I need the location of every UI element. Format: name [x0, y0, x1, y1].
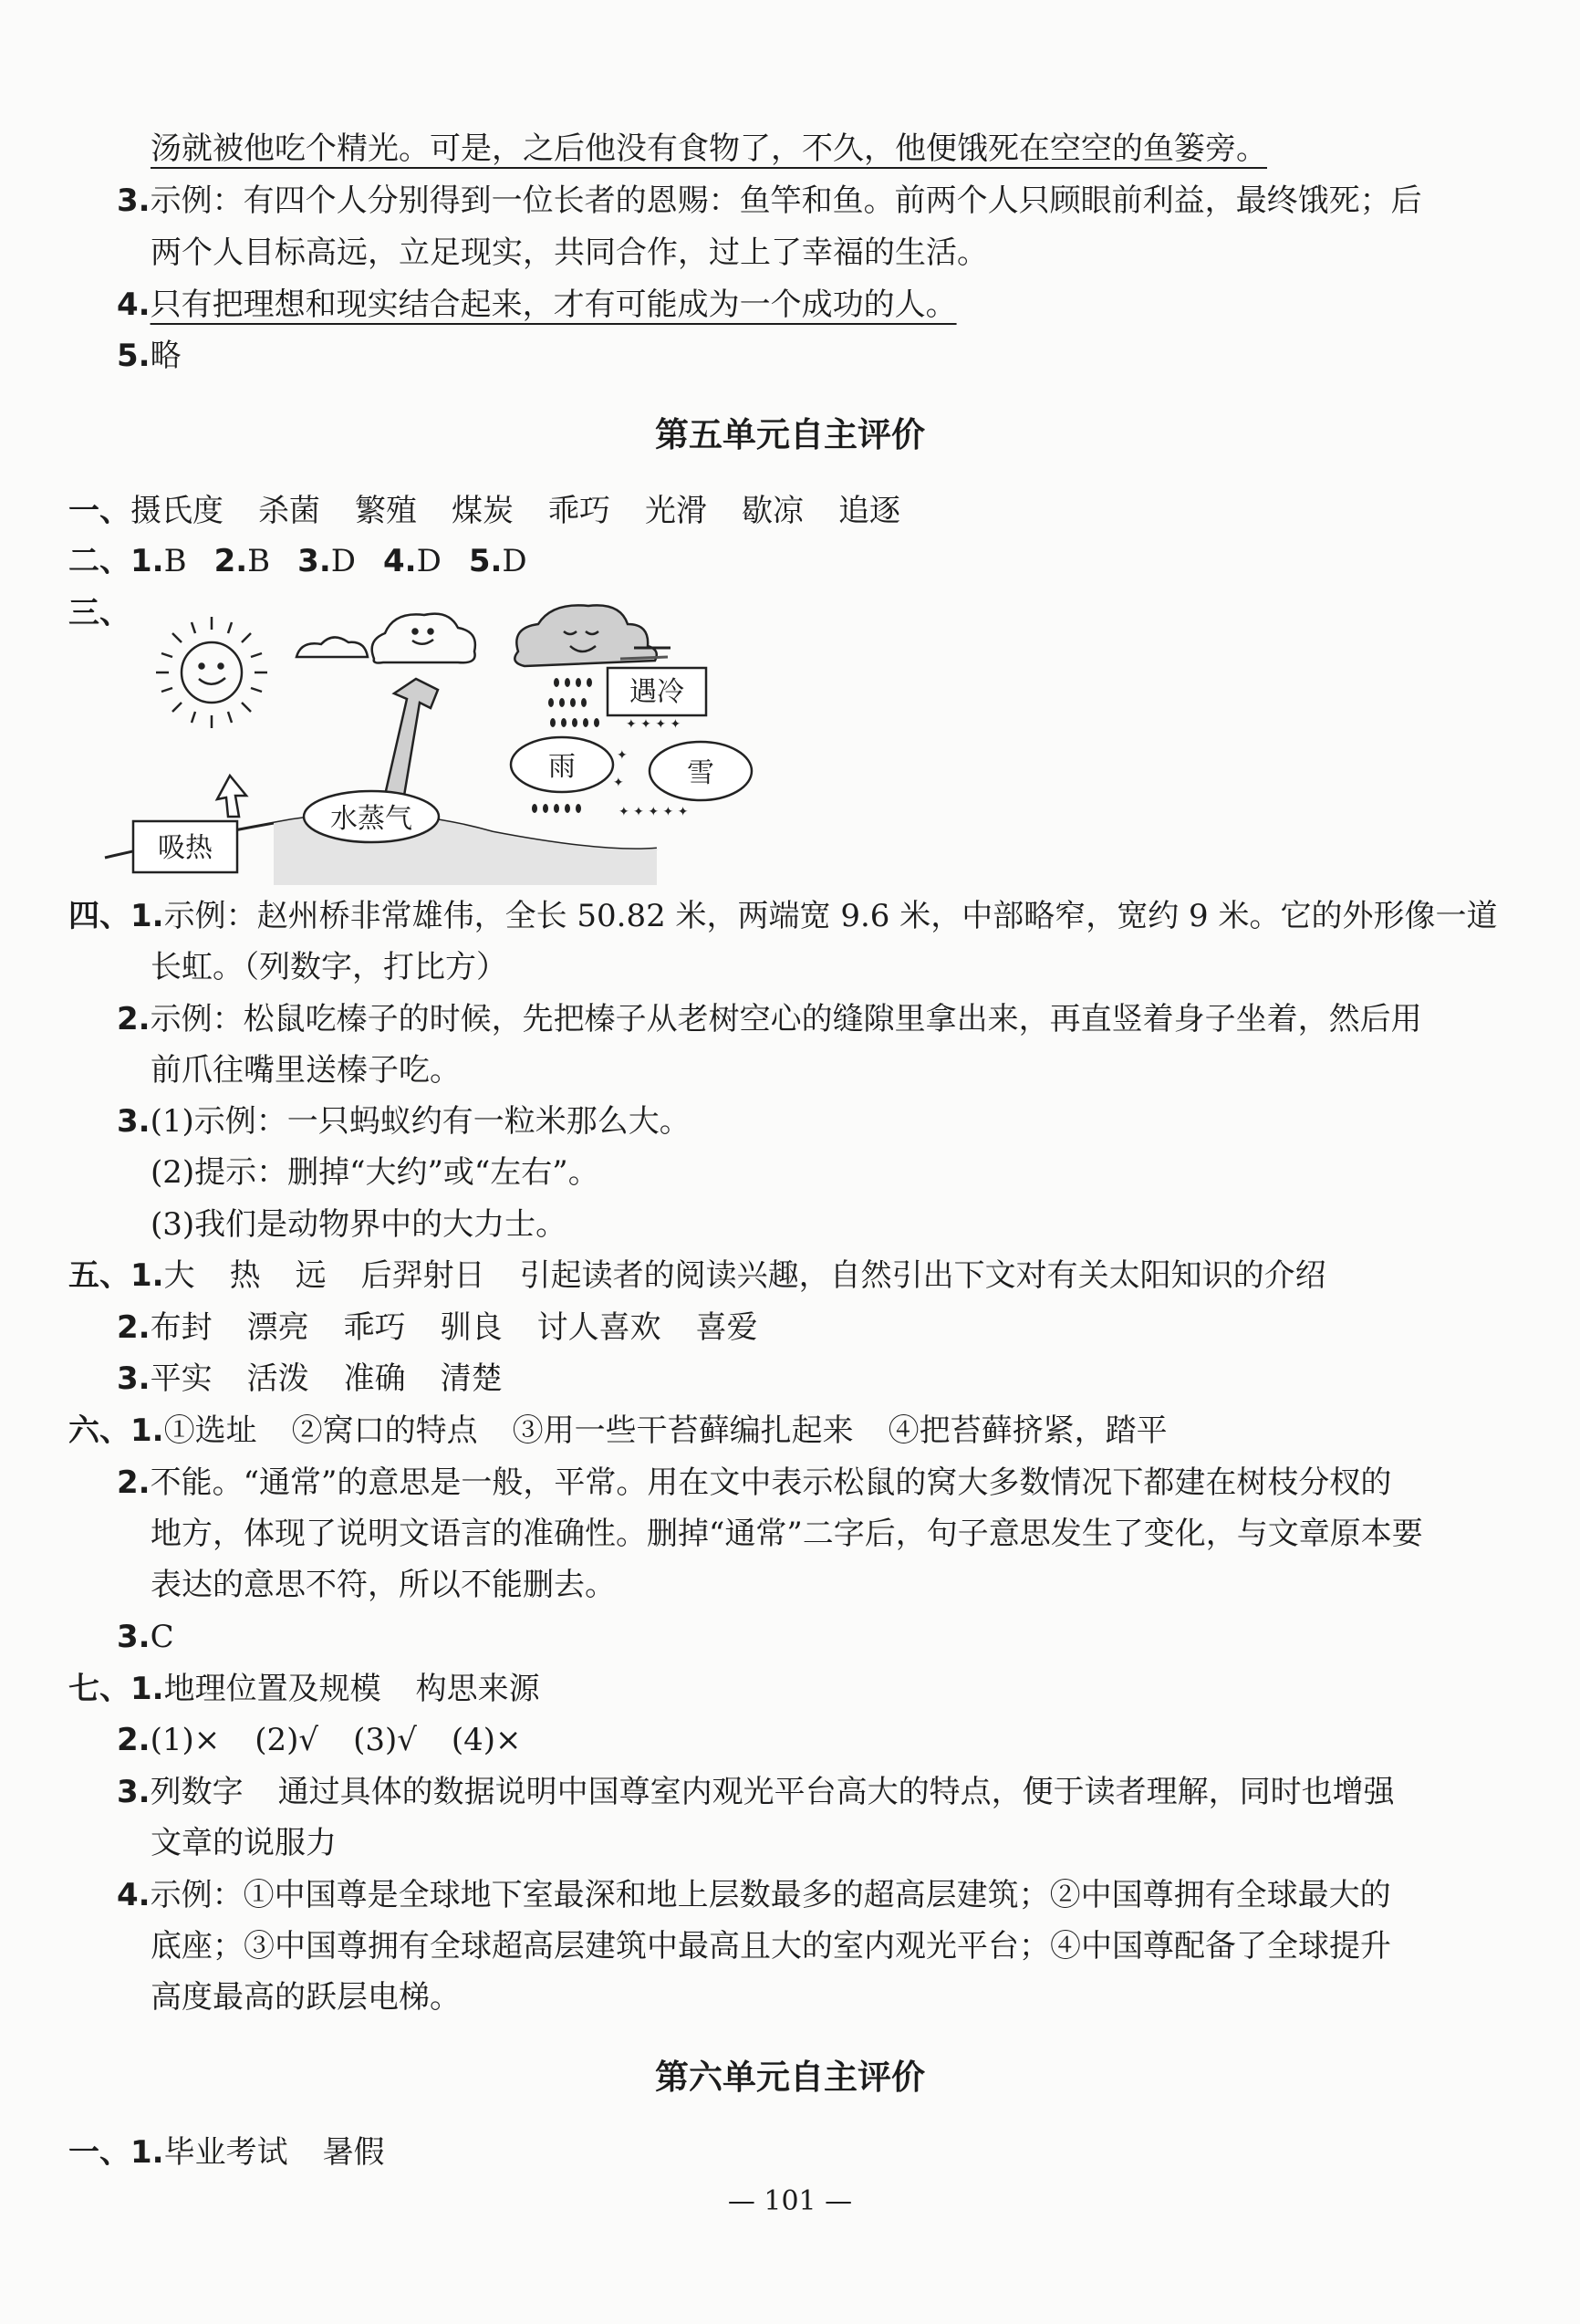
answer-num: 5.	[468, 543, 503, 579]
q-num: 2.	[117, 1464, 151, 1501]
item: 远	[295, 1257, 327, 1294]
q-text-cont: (3)我们是动物界中的大力士。	[151, 1206, 567, 1243]
word: 歇凉	[742, 493, 804, 529]
q-num: 3.	[117, 1360, 151, 1397]
item: 引起读者的阅读兴趣，自然引出下文对有关太阳知识的介绍	[519, 1257, 1326, 1294]
word: 追逐	[838, 493, 900, 529]
unit6-s1-q1	[68, 2134, 385, 2171]
unit4-q4-num: 4.	[117, 287, 151, 323]
unit4-q4-text: 只有把理想和现实结合起来，才有可能成为一个成功的人。	[150, 287, 957, 323]
item: (4)×	[451, 1722, 522, 1758]
unit4-q5-line	[117, 338, 182, 374]
unit6-title: 第六单元自主评价	[655, 2058, 925, 2097]
unit5-title: 第五单元自主评价	[655, 415, 925, 454]
item: 活泼	[246, 1360, 309, 1397]
svg-text:✦ ✦ ✦ ✦ ✦: ✦ ✦ ✦ ✦ ✦	[618, 805, 689, 819]
unit5-s5-q2	[117, 1309, 758, 1346]
q-text: 示例：松鼠吃榛子的时候，先把榛子从老树空心的缝隙里拿出来，再直竖着身子坐着，然后用	[150, 1001, 1422, 1037]
item: ③用一些干苔藓编扎起来	[512, 1412, 854, 1449]
unit5-s2	[68, 543, 527, 579]
item: (3)√	[353, 1722, 417, 1758]
water-cycle-diagram	[109, 584, 714, 885]
unit5-s6-q2	[117, 1464, 1392, 1501]
q-num: 4.	[117, 1877, 151, 1913]
cold-label: 遇冷	[629, 676, 684, 708]
answer-val: D	[416, 543, 442, 579]
q-text-cont: 表达的意思不符，所以不能删去。	[151, 1567, 616, 1603]
unit5-s5-q1	[68, 1257, 1326, 1294]
unit5-s7-q4	[117, 1877, 1391, 1913]
unit4-q5-text: 略	[150, 338, 182, 374]
q-num: 1.	[130, 1257, 164, 1294]
q-text-cont: 文章的说服力	[151, 1825, 337, 1861]
unit4-q2-tail: 汤就被他吃个精光。可是，之后他没有食物了，不久，他便饿死在空空的鱼篓旁。	[151, 130, 1267, 167]
q-num: 3.	[117, 1103, 151, 1140]
absorb-label: 吸热	[158, 832, 213, 864]
answer-val: D	[330, 543, 356, 579]
word: 煤炭	[452, 493, 514, 529]
answer-num: 1.	[130, 543, 164, 579]
q-num: 2.	[117, 1001, 151, 1037]
item: 喜爱	[695, 1309, 758, 1346]
sun-icon	[156, 617, 267, 728]
q-text-cont: 长虹。（列数字，打比方）	[151, 949, 507, 985]
word: 摄氏度	[130, 493, 223, 529]
q-num: 1.	[130, 1671, 164, 1707]
q-text: 示例：①中国尊是全球地下室最深和地上层数最多的超高层建筑；②中国尊拥有全球最大的	[150, 1877, 1391, 1913]
q-text: C	[150, 1619, 174, 1655]
q-text-cont: 地方，体现了说明文语言的准确性。删掉“通常”二字后，句子意思发生了变化，与文章原本要	[151, 1516, 1423, 1552]
unit6-s1-label: 一、	[68, 2134, 130, 2171]
svg-text:✦: ✦	[617, 748, 628, 763]
item: ②窝口的特点	[291, 1412, 478, 1449]
item: ①选址	[163, 1412, 257, 1449]
answer-val: B	[163, 543, 187, 579]
unit5-s7-q2	[117, 1722, 522, 1758]
item: 大	[163, 1257, 195, 1294]
q-num: 2.	[117, 1309, 151, 1346]
item: 热	[229, 1257, 261, 1294]
unit5-s6-label: 六、	[68, 1412, 130, 1449]
q-text: 不能。“通常”的意思是一般，平常。用在文中表示松鼠的窝大多数情况下都建在树枝分杈的	[150, 1464, 1392, 1501]
item: 讨人喜欢	[536, 1309, 661, 1346]
unit4-q3-text1: 示例：有四个人分别得到一位长者的恩赐：鱼竿和鱼。前两个人只顾眼前利益，最终饿死；后	[150, 182, 1422, 219]
vapor-label: 水蒸气	[330, 803, 412, 835]
item: 准确	[343, 1360, 406, 1397]
item: 构思来源	[415, 1671, 540, 1707]
q-num: 1.	[130, 1412, 164, 1449]
snow-label: 雪	[687, 757, 714, 789]
q-text-cont: 高度最高的跃层电梯。	[151, 1979, 461, 2016]
answer-num: 2.	[213, 543, 248, 579]
page-number: — 101 —	[727, 2185, 853, 2217]
cloud-icon	[296, 637, 368, 657]
item: 平实	[150, 1360, 213, 1397]
item: (2)√	[255, 1722, 319, 1758]
unit4-q3-text2: 两个人目标高远，立足现实，共同合作，过上了幸福的生活。	[151, 234, 988, 271]
page-number-value: 101	[764, 2185, 816, 2217]
svg-text:✦: ✦	[613, 776, 624, 790]
word: 杀菌	[258, 493, 320, 529]
answer-num: 3.	[297, 543, 331, 579]
rain-label: 雨	[548, 751, 576, 783]
small-arrow-up-icon	[217, 776, 246, 817]
q-text: (1)示例：一只蚂蚁约有一粒米那么大。	[150, 1103, 691, 1140]
q-text: 列数字	[150, 1774, 244, 1810]
q-num: 3.	[117, 1774, 151, 1810]
unit5-s5-label: 五、	[68, 1257, 130, 1294]
unit5-s1	[68, 493, 900, 529]
unit5-s1-label: 一、	[68, 493, 130, 529]
unit5-s4-q1	[68, 898, 1498, 934]
answer-val: B	[247, 543, 271, 579]
unit5-s7-q3	[117, 1774, 1395, 1810]
cloud-face-icon	[372, 614, 475, 663]
unit5-s4-q2	[117, 1001, 1422, 1037]
item: 乖巧	[343, 1309, 406, 1346]
unit5-s2-label: 二、	[68, 543, 130, 579]
unit5-s6-q1	[68, 1412, 1168, 1449]
q-num: 1.	[130, 2134, 164, 2171]
item: 地理位置及规模	[163, 1671, 381, 1707]
q-text-cont: 前爪往嘴里送榛子吃。	[151, 1052, 461, 1089]
q-text-cont: 底座；③中国尊拥有全球超高层建筑中最高且大的室内观光平台；④中国尊配备了全球提升	[151, 1928, 1391, 1964]
item: 暑假	[322, 2134, 385, 2171]
rain-cloud-icon	[515, 605, 670, 666]
word: 繁殖	[355, 493, 417, 529]
q-text: 示例：赵州桥非常雄伟，全长 50.82 米，两端宽 9.6 米，中部略窄，宽约 9 米。它的外形像一道	[163, 898, 1498, 934]
q-text-cont: (2)提示：删掉“大约”或“左右”。	[151, 1154, 599, 1191]
answer-num: 4.	[383, 543, 417, 579]
unit4-q3-num: 3.	[117, 182, 151, 219]
unit5-s3-label: 三、	[68, 595, 130, 631]
item: 后羿射日	[360, 1257, 485, 1294]
word: 乖巧	[548, 493, 610, 529]
unit5-s4-q3	[117, 1103, 691, 1140]
svg-text:✦ ✦ ✦ ✦: ✦ ✦ ✦ ✦	[626, 717, 681, 732]
unit5-s5-q3	[117, 1360, 503, 1397]
q-num: 2.	[117, 1722, 151, 1758]
arrow-up-icon	[383, 679, 438, 803]
unit4-q3-line1	[117, 182, 1422, 219]
unit5-s7-q1	[68, 1671, 540, 1707]
unit4-q4-line	[117, 287, 957, 323]
unit4-q5-num: 5.	[117, 338, 151, 374]
q-text: 通过具体的数据说明中国尊室内观光平台高大的特点，便于读者理解，同时也增强	[277, 1774, 1395, 1810]
item: (1)×	[150, 1722, 221, 1758]
item: ④把苔藓挤紧，踏平	[888, 1412, 1168, 1449]
q-num: 3.	[117, 1619, 151, 1655]
answer-val: D	[502, 543, 527, 579]
item: 毕业考试	[163, 2134, 288, 2171]
unit5-s7-label: 七、	[68, 1671, 130, 1707]
item: 布封	[150, 1309, 213, 1346]
item: 漂亮	[246, 1309, 309, 1346]
word: 光滑	[645, 493, 707, 529]
unit5-s6-q3	[117, 1619, 174, 1655]
unit5-s4-label: 四、	[68, 898, 130, 934]
q-num: 1.	[130, 898, 164, 934]
item: 驯良	[440, 1309, 503, 1346]
item: 清楚	[440, 1360, 503, 1397]
